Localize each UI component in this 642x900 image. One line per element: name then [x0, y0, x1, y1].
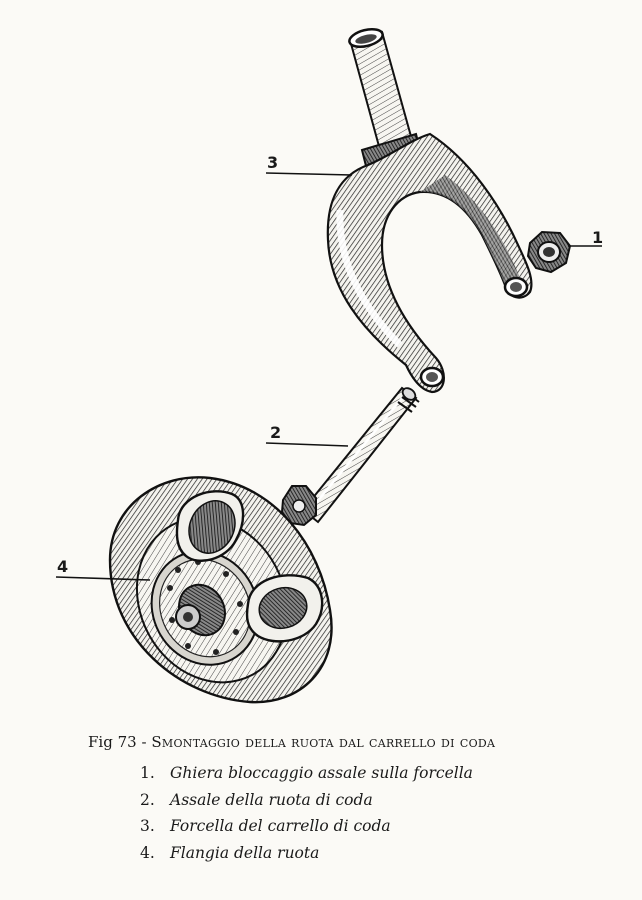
callout-label-1: 1 [592, 228, 604, 247]
axle-lock-nut [528, 232, 570, 272]
legend-number: 1. [140, 764, 155, 782]
legend-item [140, 764, 473, 791]
legend-item [140, 817, 473, 844]
legend-number: 2. [140, 790, 155, 809]
callout-label-2: 2 [270, 423, 282, 442]
legend-text: Flangia della ruota [170, 843, 320, 862]
legend-text: Assale della ruota di coda [170, 790, 373, 809]
caption-separator: - [141, 733, 147, 751]
legend-number: 3. [140, 817, 155, 835]
legend-text: Ghiera bloccaggio assale sulla forcella [170, 764, 473, 782]
callout-label-4: 4 [57, 557, 69, 576]
legend-item [140, 844, 473, 871]
callout-label-3: 3 [267, 153, 279, 172]
figure-caption [88, 733, 628, 751]
parts-legend [140, 764, 473, 870]
figure-title: Smontaggio della ruota dal carrello di coda [151, 733, 496, 751]
legend-text: Forcella del carrello di coda [170, 817, 391, 835]
tail-wheel-axle [282, 386, 419, 525]
tail-wheel-fork [328, 26, 532, 392]
figure-number: Fig 73 [88, 733, 137, 751]
legend-item [140, 791, 473, 818]
legend-number: 4. [140, 843, 155, 862]
